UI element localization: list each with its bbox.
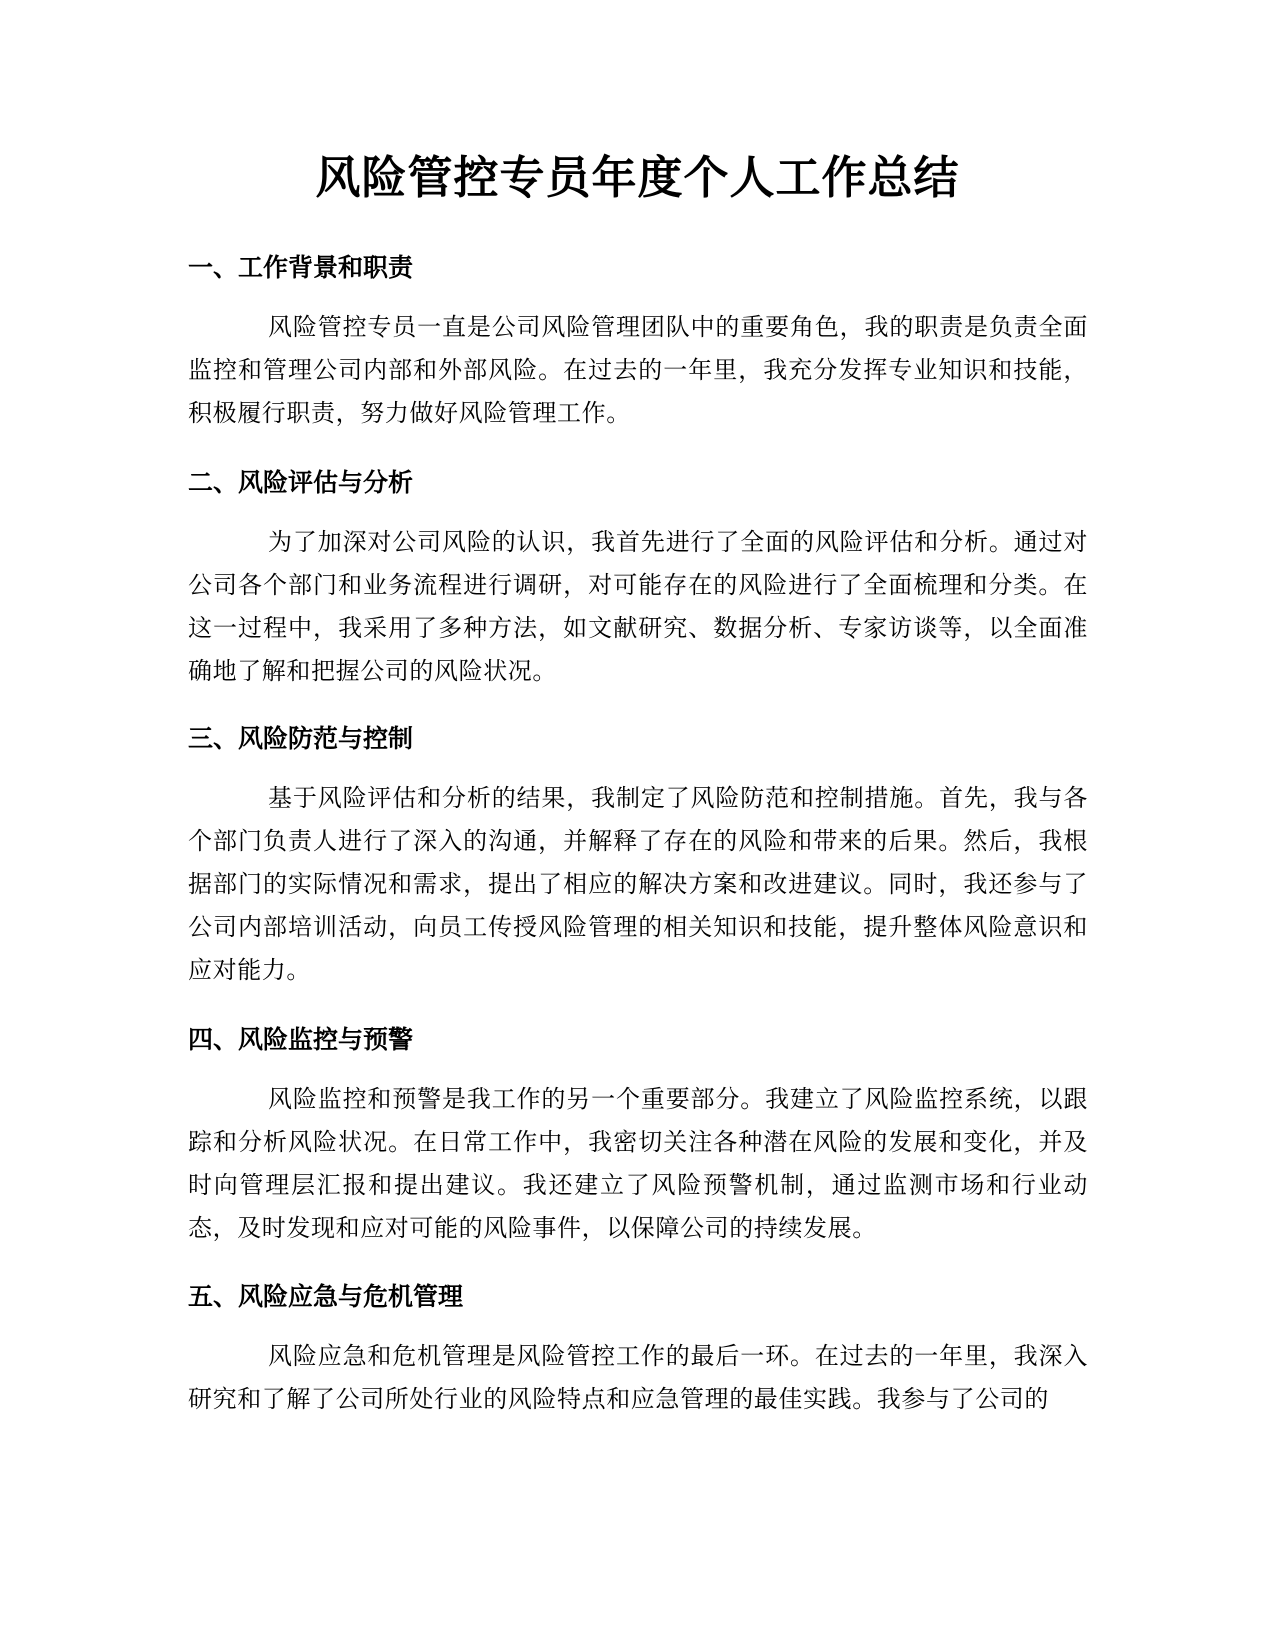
- section-paragraph: 风险应急和危机管理是风险管控工作的最后一环。在过去的一年里，我深入研究和了解了公司所处行业的风险特点和应急管理的最佳实践。我参与了公司的: [188, 1342, 1088, 1413]
- section-heading: 二、风险评估与分析: [188, 468, 414, 497]
- section-paragraph: 为了加深对公司风险的认识，我首先进行了全面的风险评估和分析。通过对公司各个部门和业务流程进行调研，对可能存在的风险进行了全面梳理和分类。在这一过程中，我采用了多种方法，如文献研究、数据分析、专家访谈等，以全面准确地了解和把握公司的风险状况。: [188, 528, 1088, 685]
- section-heading: 五、风险应急与危机管理: [188, 1282, 464, 1311]
- section-crisis-management: [188, 1280, 1088, 1421]
- section-risk-monitoring: [188, 1023, 1088, 1250]
- section-paragraph: 基于风险评估和分析的结果，我制定了风险防范和控制措施。首先，我与各个部门负责人进行了深入的沟通，并解释了存在的风险和带来的后果。然后，我根据部门的实际情况和需求，提出了相应的解决方案和改进建议。同时，我还参与了公司内部培训活动，向员工传授风险管理的相关知识和技能，提升整体风险意识和应对能力。: [188, 784, 1088, 984]
- section-heading: 一、工作背景和职责: [188, 253, 414, 282]
- document-title: 风险管控专员年度个人工作总结: [315, 151, 960, 204]
- section-heading: 三、风险防范与控制: [188, 724, 414, 753]
- section-work-background: [188, 251, 1088, 435]
- section-heading: 四、风险监控与预警: [188, 1025, 414, 1054]
- section-paragraph: 风险监控和预警是我工作的另一个重要部分。我建立了风险监控系统，以跟踪和分析风险状况。在日常工作中，我密切关注各种潜在风险的发展和变化，并及时向管理层汇报和提出建议。我还建立了风险预警机制，通过监测市场和行业动态，及时发现和应对可能的风险事件，以保障公司的持续发展。: [188, 1085, 1088, 1242]
- section-risk-assessment: [188, 466, 1088, 693]
- section-paragraph: 风险管控专员一直是公司风险管理团队中的重要角色，我的职责是负责全面监控和管理公司内部和外部风险。在过去的一年里，我充分发挥专业知识和技能，积极履行职责，努力做好风险管理工作。: [188, 313, 1088, 427]
- section-risk-prevention: [188, 722, 1088, 992]
